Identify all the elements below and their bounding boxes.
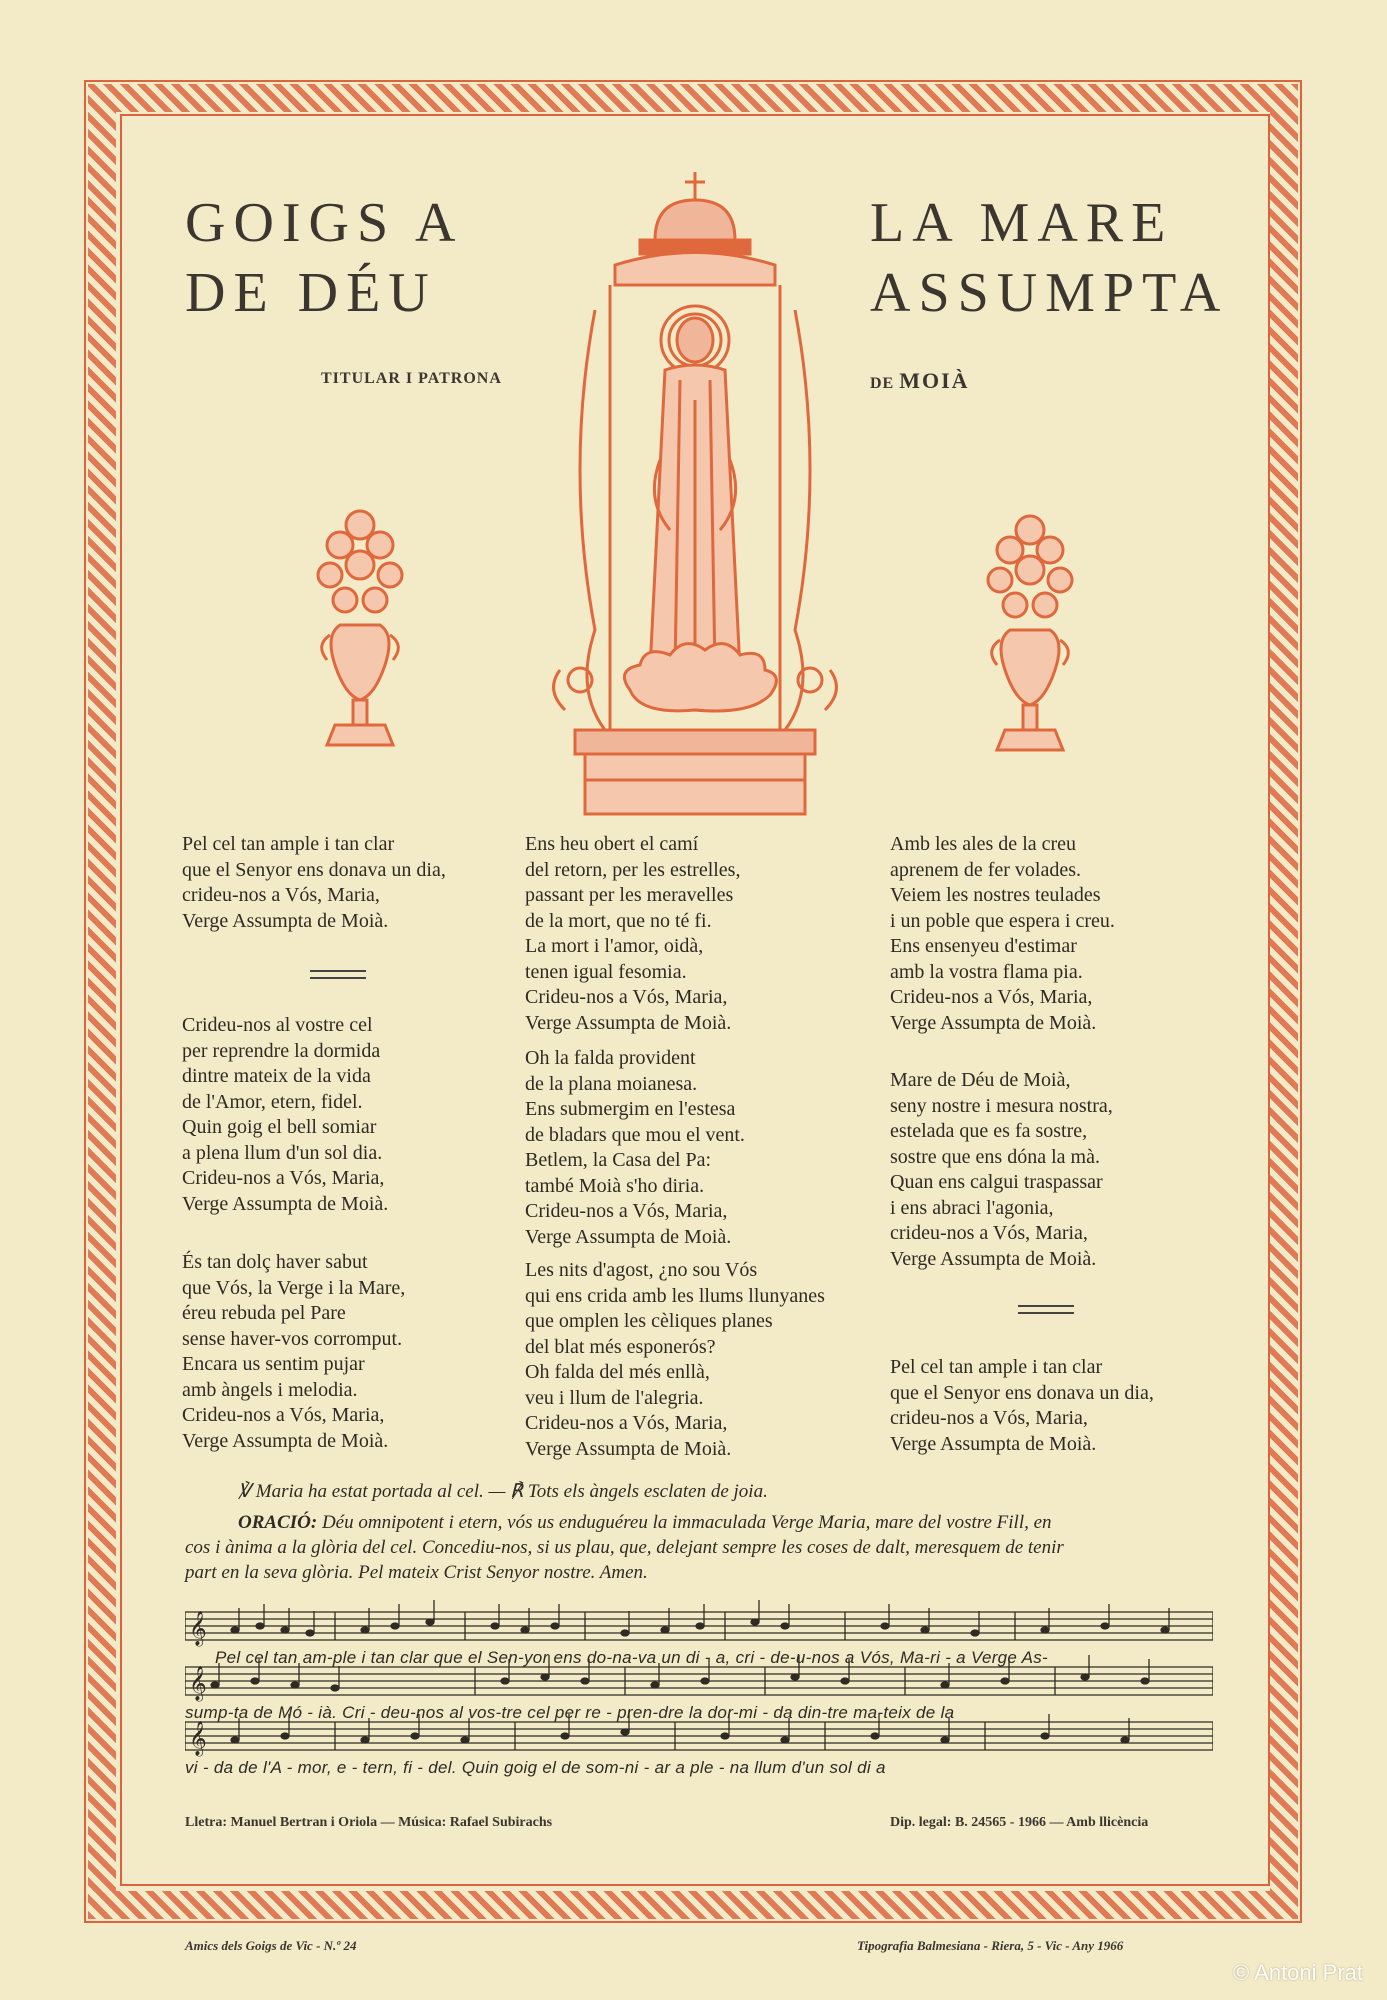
verse-col1-a: Pel cel tan ample i tan clar que el Senyor ens donava un dia, crideu-nos a Vós, Maria, Verge Assumpta de Moià.: [182, 833, 446, 932]
title-right-line1: LA MARE: [870, 192, 1174, 254]
svg-text:𝄞: 𝄞: [189, 1666, 207, 1701]
verse-col2-c: Les nits d'agost, ¿no sou Vós qui ens crida amb les llums llunyanes que omplen les cèliques planes del blat més esponerós? Oh falda del més enllà, veu i llum de l'alegria. Crideu-nos a Vós, Maria, Verge Assumpta de Moià.: [525, 1259, 825, 1460]
oracio-text1: Déu omnipotent i etern, vós us enduguéreu la immaculada Verge Maria, mare del vostre Fill, en: [321, 1512, 1052, 1533]
music-lyric-line1: Pel cel tan am-ple i tan clar que el Sen-yor ens do-na-va un di - a, cri - de-u-nos a Vós, Ma-ri - a Verge As-: [215, 1648, 1048, 1667]
oracio-line2: cos i ànima a la glòria del cel. Concediu-nos, si us plau, que, delejant sempre les coses de dalt, meresquem de tenir: [185, 1537, 1064, 1558]
oracio-line1: [238, 1512, 1052, 1534]
credits-left: Lletra: Manuel Bertran i Oriola — Música: Rafael Subirachs: [185, 1815, 553, 1830]
flower-vase-right-icon: [975, 500, 1085, 760]
title-left: [185, 188, 463, 328]
svg-text:𝄞: 𝄞: [189, 1721, 207, 1756]
subtitle-right-prefix: DE: [870, 375, 895, 392]
music-lyric-line3: vi - da de l'A - mor, e - tern, fi - del. Quin goig el de som-ni - ar a ple - na llum d'un sol di a: [185, 1758, 886, 1777]
oracio-label: ORACIÓ:: [238, 1512, 318, 1533]
verse-col3-c: Pel cel tan ample i tan clar que el Senyor ens donava un dia, crideu-nos a Vós, Maria, Verge Assumpta de Moià.: [890, 1356, 1154, 1455]
title-right-line2: ASSUMPTA: [870, 262, 1229, 324]
title-right: [870, 188, 1228, 328]
oracio-line3: part en la seva glòria. Pel mateix Crist Senyor nostre. Amen.: [185, 1562, 648, 1583]
subtitle-right: [870, 368, 970, 394]
title-left-line2: DE DÉU: [185, 262, 437, 324]
verse-col3-b: Mare de Déu de Moià, seny nostre i mesura nostra, estelada que es fa sostre, sostre que ens dóna la mà. Quan ens calgui traspassar i ens abraci l'agonia, crideu-nos a Vós, Maria, Verge Assumpta de Moià.: [890, 1069, 1113, 1270]
virgin-assumption-illustration: [535, 170, 855, 820]
versicle-response: ℣ Maria ha estat portada al cel. — ℟ Tots els àngels esclaten de joia.: [238, 1481, 768, 1502]
music-score: [185, 1600, 1213, 1770]
footer-left: Amics dels Goigs de Vic - N.º 24: [185, 1938, 357, 1953]
svg-text:𝄞: 𝄞: [189, 1611, 207, 1646]
verse-col2-a: Ens heu obert el camí del retorn, per les estrelles, passant per les meravelles de la mort, que no té fi. La mort i l'amor, oidà, tenen igual fesomia. Crideu-nos a Vós, Maria, Verge Assumpta de Moià.: [525, 833, 741, 1034]
divider-col1: [310, 970, 366, 979]
verse-col1-c: És tan dolç haver sabut que Vós, la Verge i la Mare, éreu rebuda pel Pare sense haver-vos corromput. Encara us sentim pujar amb àngels i melodia. Crideu-nos a Vós, Maria, Verge Assumpta de Moià.: [182, 1251, 406, 1452]
verse-col1-b: Crideu-nos al vostre cel per reprendre la dormida dintre mateix de la vida de l'Amor, etern, fidel. Quin goig el bell somiar a plena llum d'un sol dia. Crideu-nos a Vós, Maria, Verge Assumpta de Moià.: [182, 1014, 389, 1215]
divider-col3: [1018, 1305, 1074, 1314]
subtitle-left: TITULAR I PATRONA: [321, 370, 502, 387]
title-left-line1: GOIGS A: [185, 192, 464, 254]
flower-vase-left-icon: [305, 495, 415, 755]
watermark: © Antoni Prat: [1233, 1960, 1363, 1985]
subtitle-right-place: MOIÀ: [899, 368, 970, 393]
verse-col2-b: Oh la falda provident de la plana moianesa. Ens submergim en l'estesa de bladars que mou el vent. Betlem, la Casa del Pa: també Moià s'ho diria. Crideu-nos a Vós, Maria, Verge Assumpta de Moià.: [525, 1047, 745, 1248]
music-lyric-line2: sump-ta de Mó - ià. Cri - deu-nos al vos-tre cel per re - pren-dre la dor-mi - da din-tre ma-teix de la: [185, 1703, 955, 1722]
verse-col3-a: Amb les ales de la creu aprenem de fer volades. Veiem les nostres teulades i un poble que espera i creu. Ens ensenyeu d'estimar amb la vostra flama pia. Crideu-nos a Vós, Maria, Verge Assumpta de Moià.: [890, 833, 1115, 1034]
credits-right: Dip. legal: B. 24565 - 1966 — Amb llicència: [890, 1815, 1149, 1830]
footer-right: Tipografia Balmesiana - Riera, 5 - Vic - Any 1966: [857, 1938, 1124, 1953]
